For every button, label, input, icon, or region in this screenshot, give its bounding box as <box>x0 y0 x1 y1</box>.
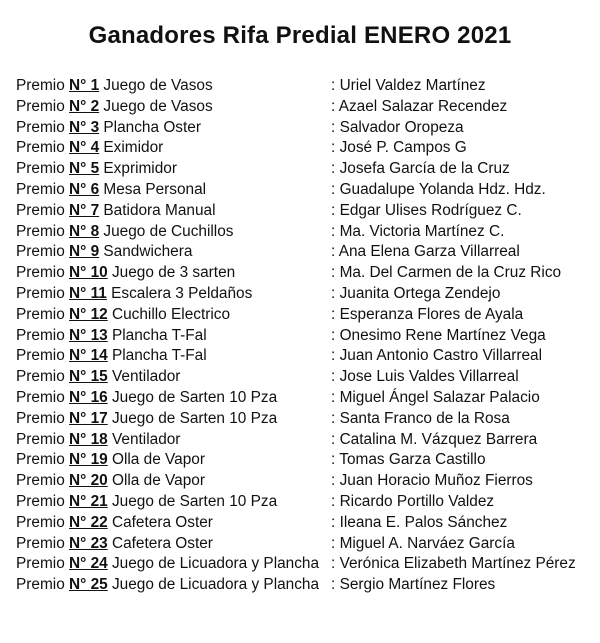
prize-cell <box>16 492 331 513</box>
prize-cell <box>16 76 331 97</box>
winner-name: : Miguel Ángel Salazar Palacio <box>331 388 596 409</box>
prize-word: Premio <box>16 513 65 531</box>
prize-row <box>16 159 596 180</box>
prize-item: Sandwichera <box>103 243 193 261</box>
prize-number: N° 19 <box>69 451 108 469</box>
prize-cell <box>16 138 331 159</box>
prize-item: Escalera 3 Peldaños <box>111 284 253 302</box>
winner-name: : Verónica Elizabeth Martínez Pérez <box>331 554 596 575</box>
prize-row <box>16 492 596 513</box>
winner-name: : Santa Franco de la Rosa <box>331 409 596 430</box>
prize-cell <box>16 513 331 534</box>
prize-cell <box>16 409 331 430</box>
winners-list <box>16 76 596 596</box>
winner-name: : Salvador Oropeza <box>331 118 596 139</box>
prize-row <box>16 305 596 326</box>
winner-name: : Ana Elena Garza Villarreal <box>331 242 596 263</box>
prize-row <box>16 554 596 575</box>
prize-row <box>16 326 596 347</box>
prize-number: N° 14 <box>69 347 108 365</box>
prize-cell <box>16 284 331 305</box>
winner-name: : Catalina M. Vázquez Barrera <box>331 430 596 451</box>
prize-word: Premio <box>16 576 65 594</box>
prize-number: N° 6 <box>69 180 100 198</box>
winner-name: : Miguel A. Narváez García <box>331 534 596 555</box>
prize-row <box>16 180 596 201</box>
prize-row <box>16 534 596 555</box>
prize-cell <box>16 575 331 596</box>
prize-row <box>16 367 596 388</box>
prize-row <box>16 409 596 430</box>
prize-number: N° 22 <box>69 513 108 531</box>
prize-number: N° 4 <box>69 139 100 157</box>
winner-name: : Guadalupe Yolanda Hdz. Hdz. <box>331 180 596 201</box>
prize-cell <box>16 97 331 118</box>
winner-name: : Azael Salazar Recendez <box>331 97 596 118</box>
prize-cell <box>16 263 331 284</box>
winner-name: : Ma. Del Carmen de la Cruz Rico <box>331 263 596 284</box>
prize-word: Premio <box>16 160 65 178</box>
prize-number: N° 12 <box>69 305 108 323</box>
prize-row <box>16 284 596 305</box>
winner-name: : Ricardo Portillo Valdez <box>331 492 596 513</box>
prize-word: Premio <box>16 409 65 427</box>
prize-word: Premio <box>16 388 65 406</box>
prize-item: Cuchillo Electrico <box>111 305 231 323</box>
prize-row <box>16 97 596 118</box>
prize-number: N° 23 <box>69 534 108 552</box>
winner-name: : Juan Antonio Castro Villarreal <box>331 346 596 367</box>
prize-row <box>16 138 596 159</box>
prize-cell <box>16 430 331 451</box>
prize-number: N° 8 <box>69 222 100 240</box>
prize-word: Premio <box>16 451 65 469</box>
winner-name: : Juanita Ortega Zendejo <box>331 284 596 305</box>
prize-item: Olla de Vapor <box>111 472 205 490</box>
prize-item: Cafetera Oster <box>111 513 213 531</box>
prize-row <box>16 263 596 284</box>
prize-item: Ventilador <box>111 430 181 448</box>
winner-name: : Uriel Valdez Martínez <box>331 76 596 97</box>
prize-number: N° 10 <box>69 264 108 282</box>
prize-item: Batidora Manual <box>103 201 216 219</box>
winner-name: : Jose Luis Valdes Villarreal <box>331 367 596 388</box>
prize-cell <box>16 346 331 367</box>
prize-item: Juego de Sarten 10 Pza <box>111 492 278 510</box>
prize-number: N° 1 <box>69 77 100 94</box>
prize-item: Ventilador <box>111 368 181 386</box>
prize-row <box>16 388 596 409</box>
prize-item: Juego de Sarten 10 Pza <box>111 409 278 427</box>
prize-number: N° 25 <box>69 576 108 594</box>
prize-row <box>16 346 596 367</box>
winner-name: : Onesimo Rene Martínez Vega <box>331 326 596 347</box>
prize-word: Premio <box>16 534 65 552</box>
prize-cell <box>16 388 331 409</box>
prize-number: N° 20 <box>69 472 108 490</box>
prize-word: Premio <box>16 284 65 302</box>
prize-number: N° 2 <box>69 97 100 115</box>
winner-name: : Ileana E. Palos Sánchez <box>331 513 596 534</box>
prize-item: Eximidor <box>103 139 164 157</box>
prize-item: Cafetera Oster <box>111 534 213 552</box>
prize-cell <box>16 242 331 263</box>
prize-item: Juego de Vasos <box>103 77 213 94</box>
prize-word: Premio <box>16 264 65 282</box>
prize-word: Premio <box>16 139 65 157</box>
prize-number: N° 16 <box>69 388 108 406</box>
prize-item: Exprimidor <box>103 160 177 178</box>
winner-name: : José P. Campos G <box>331 138 596 159</box>
prize-item: Plancha Oster <box>103 118 201 136</box>
prize-cell <box>16 201 331 222</box>
prize-number: N° 3 <box>69 118 100 136</box>
winner-name: : Juan Horacio Muñoz Fierros <box>331 471 596 492</box>
prize-number: N° 17 <box>69 409 108 427</box>
prize-item: Juego de Licuadora y Plancha <box>111 576 320 594</box>
prize-word: Premio <box>16 201 65 219</box>
prize-number: N° 21 <box>69 492 108 510</box>
prize-number: N° 9 <box>69 243 100 261</box>
prize-cell <box>16 554 331 575</box>
prize-cell <box>16 534 331 555</box>
prize-number: N° 18 <box>69 430 108 448</box>
prize-row <box>16 201 596 222</box>
prize-row <box>16 513 596 534</box>
prize-item: Olla de Vapor <box>111 451 205 469</box>
prize-cell <box>16 471 331 492</box>
prize-word: Premio <box>16 97 65 115</box>
prize-cell <box>16 159 331 180</box>
prize-cell <box>16 118 331 139</box>
prize-number: N° 15 <box>69 368 108 386</box>
prize-row <box>16 471 596 492</box>
prize-cell <box>16 326 331 347</box>
prize-word: Premio <box>16 472 65 490</box>
prize-word: Premio <box>16 326 65 344</box>
prize-row <box>16 242 596 263</box>
prize-number: N° 5 <box>69 160 100 178</box>
prize-item: Plancha T-Fal <box>111 347 207 365</box>
prize-item: Juego de Licuadora y Plancha <box>111 555 320 573</box>
prize-word: Premio <box>16 492 65 510</box>
prize-word: Premio <box>16 243 65 261</box>
prize-word: Premio <box>16 347 65 365</box>
prize-cell <box>16 367 331 388</box>
prize-cell <box>16 180 331 201</box>
prize-word: Premio <box>16 180 65 198</box>
prize-row <box>16 575 596 596</box>
page-title: Ganadores Rifa Predial ENERO 2021 <box>88 22 512 49</box>
prize-item: Mesa Personal <box>103 180 207 198</box>
prize-row <box>16 430 596 451</box>
prize-number: N° 11 <box>69 284 107 302</box>
prize-cell <box>16 305 331 326</box>
prize-item: Juego de Cuchillos <box>103 222 234 240</box>
prize-row <box>16 222 596 243</box>
prize-item: Juego de Sarten 10 Pza <box>111 388 278 406</box>
prize-cell <box>16 450 331 471</box>
prize-item: Juego de Vasos <box>103 97 213 115</box>
prize-number: N° 24 <box>69 555 108 573</box>
prize-number: N° 7 <box>69 201 100 219</box>
winner-name: : Edgar Ulises Rodríguez C. <box>331 201 596 222</box>
prize-number: N° 13 <box>69 326 108 344</box>
prize-word: Premio <box>16 555 65 573</box>
prize-word: Premio <box>16 222 65 240</box>
prize-word: Premio <box>16 77 65 94</box>
winner-name: : Tomas Garza Castillo <box>331 450 596 471</box>
winner-name: : Josefa García de la Cruz <box>331 159 596 180</box>
prize-item: Plancha T-Fal <box>111 326 207 344</box>
winner-name: : Sergio Martínez Flores <box>331 575 596 596</box>
prize-word: Premio <box>16 430 65 448</box>
prize-word: Premio <box>16 368 65 386</box>
prize-row <box>16 76 596 97</box>
prize-word: Premio <box>16 118 65 136</box>
winner-name: : Esperanza Flores de Ayala <box>331 305 596 326</box>
prize-item: Juego de 3 sarten <box>111 264 236 282</box>
prize-row <box>16 450 596 471</box>
prize-word: Premio <box>16 305 65 323</box>
winner-name: : Ma. Victoria Martínez C. <box>331 222 596 243</box>
prize-cell <box>16 222 331 243</box>
prize-row <box>16 118 596 139</box>
